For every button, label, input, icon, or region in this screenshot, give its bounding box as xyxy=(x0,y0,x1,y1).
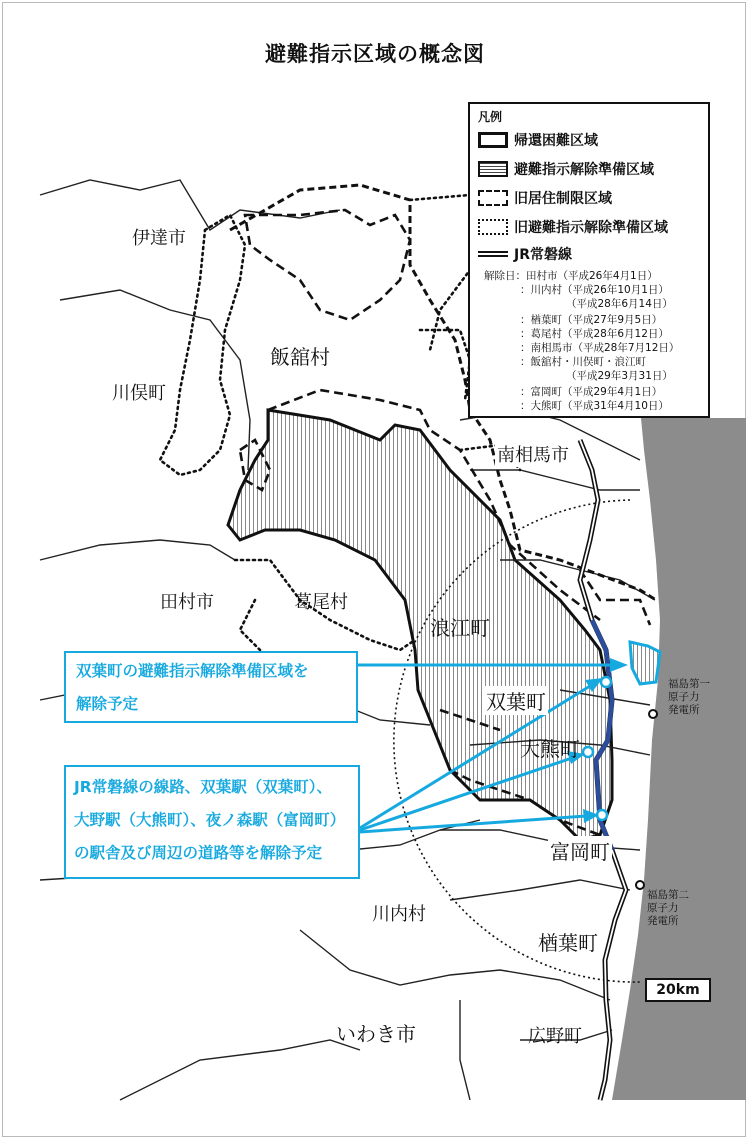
label-futaba: 双葉町 xyxy=(484,686,548,715)
daini-plant-marker xyxy=(636,881,644,889)
release-date-line: ：葛尾村（平成28年6月12日） xyxy=(520,328,669,340)
label-okuma: 大熊町 xyxy=(520,737,580,761)
futaba-release-zone xyxy=(630,642,660,684)
map-legend xyxy=(468,102,710,418)
label-namie: 浪江町 xyxy=(430,616,490,640)
release-date-line: 解除日：田村市（平成26年4月1日） xyxy=(484,270,658,282)
legend-heading: 凡例 xyxy=(478,110,503,124)
label-katsurao: 葛尾村 xyxy=(294,592,348,613)
label-minamisoma: 南相馬市 xyxy=(495,441,571,467)
label-hirono: 広野町 xyxy=(528,1026,582,1047)
label-kawauchi: 川内村 xyxy=(372,904,426,925)
map-title: 避難指示区域の概念図 xyxy=(265,42,485,66)
label-daiichi-plant: 福島第一 原子力 発電所 xyxy=(668,678,710,716)
release-date-line: ：飯舘村・川俣町・浪江町 xyxy=(520,356,646,368)
release-date-line: ：大熊町（平成31年4月10日） xyxy=(520,400,669,412)
legend-item-difficult-return: 帰還困難区域 xyxy=(478,130,598,150)
label-daini-plant: 福島第二 原子力 発電所 xyxy=(647,889,689,927)
release-date-line: ：富岡町（平成29年4月1日） xyxy=(520,386,663,398)
release-date-line: （平成28年6月14日） xyxy=(566,298,673,310)
release-date-line: ：川内村（平成26年10月1日） xyxy=(520,284,669,296)
ono-station xyxy=(583,747,593,757)
label-tamura: 田村市 xyxy=(160,592,214,613)
daiichi-plant-marker xyxy=(649,710,657,718)
label-tomioka: 富岡町 xyxy=(548,836,612,865)
label-date-city: 伊達市 xyxy=(132,228,186,249)
legend-item-jr-line: JR常磐線 xyxy=(478,244,572,264)
label-iwaki: いわき市 xyxy=(336,1022,416,1046)
legend-swatch-dotted xyxy=(478,219,508,235)
release-date-line: （平成29年3月31日） xyxy=(566,370,673,382)
legend-item-former-release-prep: 旧避難指示解除準備区域 xyxy=(478,217,668,237)
legend-item-release-prep: 避難指示解除準備区域 xyxy=(478,159,654,179)
legend-swatch-railway xyxy=(478,251,508,257)
legend-swatch-solid xyxy=(478,132,508,148)
callout-jr-release: JR常磐線の線路、双葉駅（双葉町）、 大野駅（大熊町）、夜ノ森駅（富岡町） の駅舎及び周辺の道路等を解除予定 xyxy=(64,765,360,879)
label-naraha: 楢葉町 xyxy=(538,931,598,955)
label-iitate: 飯舘村 xyxy=(270,345,330,369)
scale-label: 20km xyxy=(645,978,711,1002)
legend-swatch-dashed xyxy=(478,190,508,206)
legend-item-former-residence: 旧居住制限区域 xyxy=(478,188,612,208)
legend-swatch-hatched xyxy=(478,161,508,177)
callout-futaba-release: 双葉町の避難指示解除準備区域を 解除予定 xyxy=(64,651,358,723)
release-date-line: ：南相馬市（平成28年7月12日） xyxy=(520,342,680,354)
label-kawamata: 川俣町 xyxy=(112,383,166,404)
release-date-line: ：楢葉町（平成27年9月5日） xyxy=(520,314,663,326)
